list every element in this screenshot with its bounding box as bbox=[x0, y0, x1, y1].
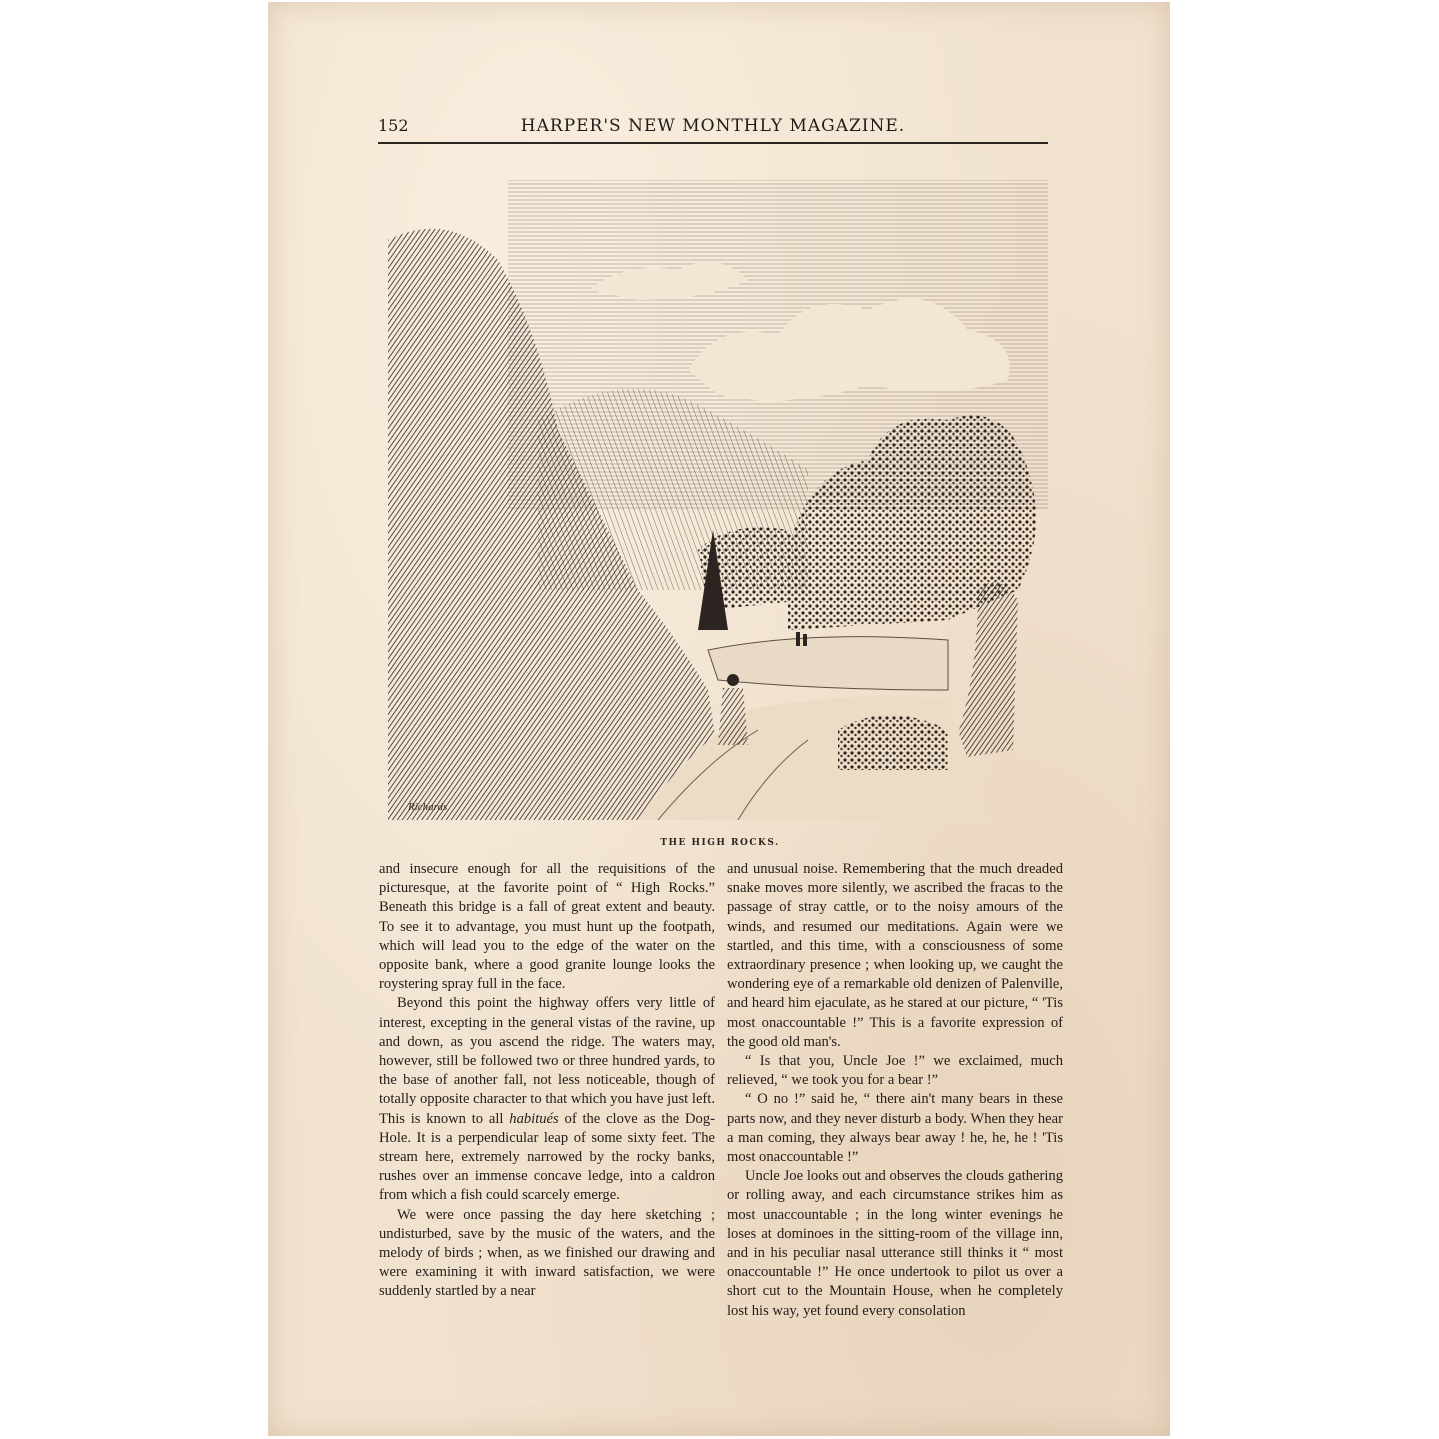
engraving-high-rocks bbox=[388, 170, 1048, 820]
paragraph: and unusual noise. Remembering that the much dreaded snake moves more silently, we ascribed the fracas to the passage of stray cattle, or to the noisy amours of the winds, and resumed our meditations. Again were we startled, and this time, with a consciousness of some extraordinary presence ; when looking up, we caught the wondering eye of a remarkable old denizen of Palenville, and heard him ejaculate, as he stared at our picture, “ 'Tis most onaccountable !” This is a favorite expression of the good old man's. bbox=[727, 861, 1063, 1050]
paragraph: and insecure enough for all the requisitions of the picturesque, at the favorite point of “ High Rocks.” Beneath this bridge is a fall of great extent and beauty. To see it to advantage, you must hunt up the footpath, which will lead you to the edge of the water on the opposite bank, where a good granite lounge looks the roystering spray full in the face. bbox=[379, 861, 715, 993]
paragraph: “ O no !” said he, “ there ain't many bears in these parts now, and they never disturb a body. When they hear a man coming, they always bear away ! he, he, he ! 'Tis most onaccountable !” bbox=[727, 1091, 1063, 1166]
paragraph-text: of the clove as the Dog-Hole. It is a perpendicular leap of some sixty feet. The stream here, extremely narrowed by the rocky banks, rushes over an immense concave ledge, into a caldron from which a fish could scarcely emerge. bbox=[379, 1110, 715, 1204]
paragraph: Uncle Joe looks out and observes the clouds gathering or rolling away, and each circumstance strikes him as most unaccountable ; in the long winter evenings he loses at dominoes in the sitting-room of the village inn, and in his peculiar nasal utterance still thinks it “ most onaccountable !” He once undertook to pilot us over a short cut to the Mountain House, when he completely lost his way, yet found every consolation bbox=[727, 1168, 1063, 1319]
text-column-right bbox=[727, 860, 1063, 1321]
walking-figure bbox=[718, 674, 748, 745]
paragraph: “ Is that you, Uncle Joe !” we exclaimed, much relieved, “ we took you for a bear !” bbox=[727, 1053, 1063, 1089]
engraver-signature: Richards bbox=[408, 801, 448, 813]
page-number: 152 bbox=[378, 116, 409, 135]
text-column-left bbox=[379, 860, 715, 1302]
page-header bbox=[378, 112, 1048, 144]
paragraph: We were once passing the day here sketching ; undisturbed, save by the music of the waters, and the melody of birds ; when, as we finished our drawing and were examining it with inward satisfaction, we were suddenly startled by a near bbox=[379, 1206, 715, 1300]
paragraph bbox=[379, 994, 715, 1205]
foreground-shrubs bbox=[838, 715, 948, 770]
stream bbox=[708, 637, 948, 690]
running-title: HARPER'S NEW MONTHLY MAGAZINE. bbox=[520, 116, 906, 136]
illustration-caption: THE HIGH ROCKS. bbox=[660, 838, 780, 848]
italic-term: habitués bbox=[509, 1110, 559, 1127]
paragraph-text: Beyond this point the highway offers very little of interest, excepting in the general vistas of the ravine, up and down, as you ascend the ridge. The waters may, however, still be followed two or three hundred yards, to the base of another fall, not less noticeable, though of totally opposite character to that which you have just left. This is known to all bbox=[379, 995, 715, 1127]
